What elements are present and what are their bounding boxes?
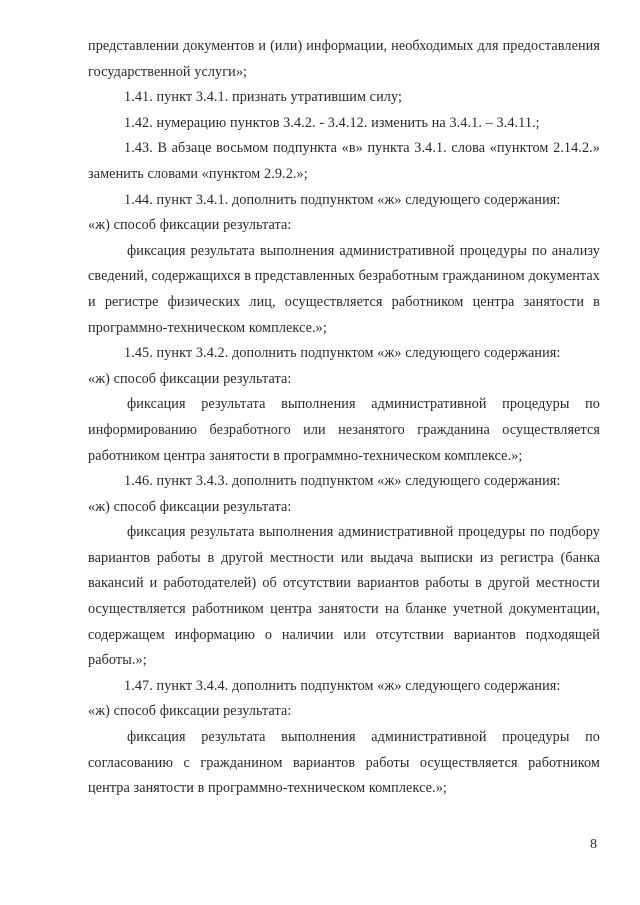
paragraph-subitem-zh-1-46: «ж) способ фиксации результата:: [88, 498, 292, 515]
paragraph-result-fixation-1-45: фиксация результата выполнения административной процедуры по информированию безработного или незанятого гражданина осуществляется работником центра занятости в программно-техническом комплексе.»;: [88, 396, 600, 464]
paragraph-continuation: представлении документов и (или) информации, необходимых для предоставления государственной услуги»;: [88, 38, 600, 80]
paragraph-result-fixation-1-46: фиксация результата выполнения административной процедуры по подбору вариантов работы в другой местности или выдача выписки из регистра (банка вакансий и работодателей) об отсутствии вариантов работы в другой местности осуществляется работником центра занятости на бланке учетной документации, содержащем информацию о наличии или отсутствии вариантов подходящей работы.»;: [88, 524, 600, 669]
paragraph-item-1-45: 1.45. пункт 3.4.2. дополнить подпунктом «ж» следующего содержания:: [124, 345, 561, 362]
paragraph-item-1-46: 1.46. пункт 3.4.3. дополнить подпунктом «ж» следующего содержания:: [124, 473, 561, 490]
paragraph-item-1-41: 1.41. пункт 3.4.1. признать утратившим силу;: [124, 89, 402, 106]
page-number: 8: [590, 837, 597, 852]
paragraph-subitem-zh-1-44: «ж) способ фиксации результата:: [88, 217, 292, 234]
paragraph-result-fixation-1-47: фиксация результата выполнения административной процедуры по согласованию с гражданином вариантов работы осуществляется работником центра занятости в программно-техническом комплексе.»;: [88, 729, 600, 797]
paragraph-item-1-43: 1.43. В абзаце восьмом подпункта «в» пункта 3.4.1. слова «пунктом 2.14.2.» заменить словами «пунктом 2.9.2.»;: [88, 140, 600, 182]
paragraph-result-fixation-1-44: фиксация результата выполнения административной процедуры по анализу сведений, содержащихся в представленных безработным гражданином документах и регистре физических лиц, осуществляется работником центра занятости в программно-техническом комплексе.»;: [88, 242, 600, 336]
paragraph-subitem-zh-1-47: «ж) способ фиксации результата:: [88, 703, 292, 720]
paragraph-subitem-zh-1-45: «ж) способ фиксации результата:: [88, 370, 292, 387]
paragraph-item-1-47: 1.47. пункт 3.4.4. дополнить подпунктом «ж» следующего содержания:: [124, 677, 561, 694]
paragraph-item-1-44: 1.44. пункт 3.4.1. дополнить подпунктом «ж» следующего содержания:: [124, 191, 561, 208]
paragraph-item-1-42: 1.42. нумерацию пунктов 3.4.2. - 3.4.12. изменить на 3.4.1. – 3.4.11.;: [124, 114, 540, 131]
document-body: [88, 34, 600, 802]
